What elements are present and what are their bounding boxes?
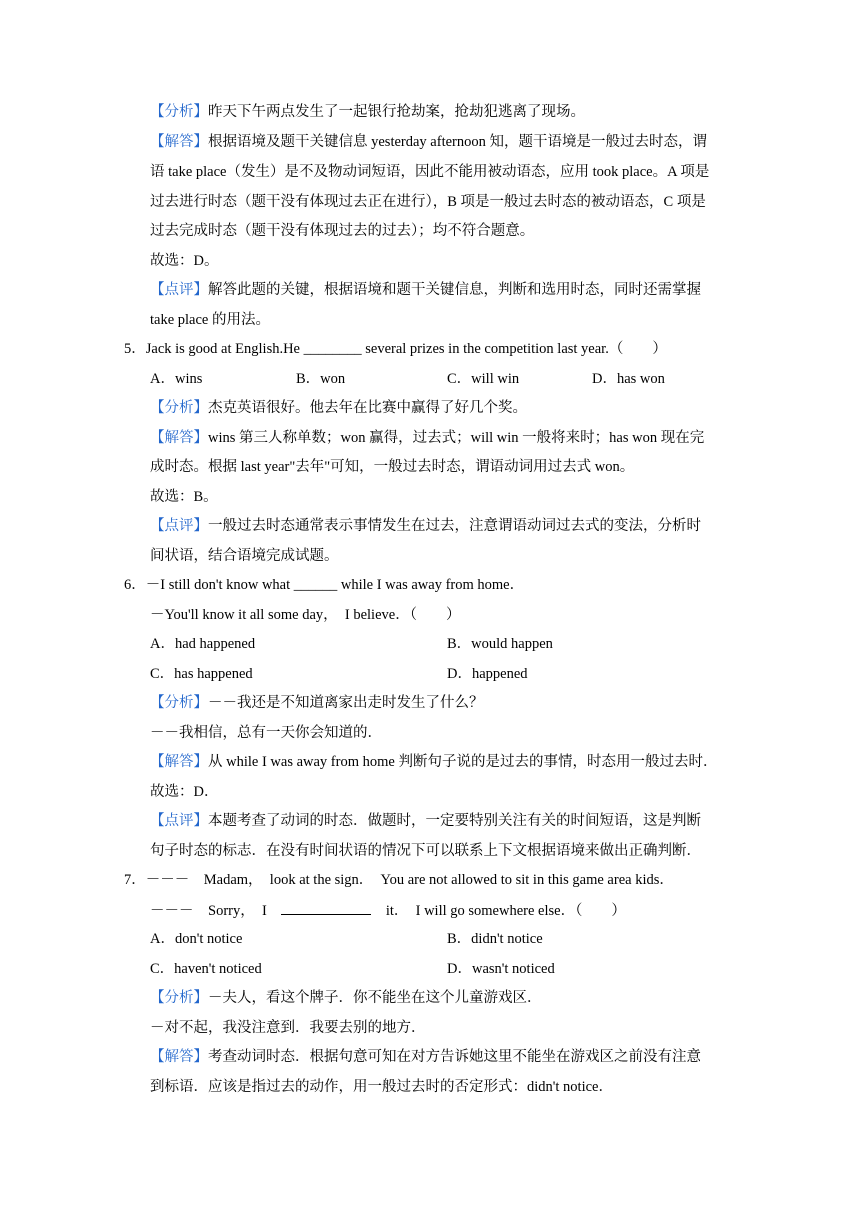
comment-line: 【点评】本题考查了动词的时态．做题时，一定要特别关注有关的时间短语，这是判断 [150,813,701,829]
option-d: D．has won [592,371,665,387]
option-c: C．haven't noticed [150,961,262,977]
answer-line: 【解答】从 while I was away from home 判断句子说的是过去的事情，时态用一般过去时． [150,754,718,770]
answer-line: 【解答】根据语境及题干关键信息 yesterday afternoon 知，题干语境是一般过去时态，谓 [150,134,707,150]
analysis-line: 【分析】－夫人，看这个牌子．你不能坐在这个儿童游戏区． [150,990,542,1006]
option-c: C．will win [447,371,520,387]
answer-tag: 【解答】 [150,134,208,150]
choice-result: 故选：D． [150,784,219,800]
comment-tag: 【点评】 [150,518,208,534]
option-b: B．would happen [447,636,553,652]
comment-text: 间状语，结合语境完成试题。 [150,548,339,564]
analysis-tag: 【分析】 [150,104,208,120]
answer-line: 【解答】考查动词时态．根据句意可知在对方告诉她这里不能坐在游戏区之前没有注意 [150,1049,701,1065]
option-d: D．happened [447,666,528,682]
option-d: D．wasn't noticed [447,961,555,977]
answer-text: 到标语．应该是指过去的动作，用一般过去时的否定形式：didn't notice． [150,1079,613,1095]
analysis-line: 【分析】杰克英语很好。他去年在比赛中赢得了好几个奖。 [150,400,527,416]
answer-text: 过去完成时态（题干没有体现过去的过去）；均不符合题意。 [150,223,535,239]
analysis-tag: 【分析】 [150,400,208,416]
question-5: 5．Jack is good at English.He ________ several prizes in the competition last year.（ ） [124,341,667,357]
comment-line: 【点评】一般过去时态通常表示事情发生在过去，注意谓语动词过去式的变法，分析时 [150,518,701,534]
answer-line: 【解答】wins 第三人称单数；won 赢得，过去式；will win 一般将来时；has won 现在完 [150,430,705,446]
choice-result: 故选：D。 [150,253,219,269]
question-7: 7．－－－ Madam， look at the sign． You are not allowed to sit in this game area kids． [124,872,674,888]
comment-text: 句子时态的标志．在没有时间状语的情况下可以联系上下文根据语境来做出正确判断． [150,843,701,859]
analysis-tag: 【分析】 [150,990,208,1006]
option-b: B．won [296,371,346,387]
question-6-reply: －You'll know it all some day， I believe．（ ） [150,607,461,623]
analysis-line: 【分析】－－我还是不知道离家出走时发生了什么？ [150,695,484,711]
comment-text: take place 的用法。 [150,312,270,328]
answer-text: 语 take place（发生）是不及物动词短语，因此不能用被动语态，应用 took place。A 项是 [150,164,710,180]
answer-text: 成时态。根据 last year"去年"可知，一般过去时态，谓语动词用过去式 won。 [150,459,635,475]
option-b: B．didn't notice [447,931,543,947]
analysis-line: 【分析】昨天下午两点发生了一起银行抢劫案，抢劫犯逃离了现场。 [150,104,585,120]
analysis-text: －对不起，我没注意到．我要去别的地方． [150,1020,426,1036]
analysis-text: －－我相信，总有一天你会知道的． [150,725,382,741]
comment-line: 【点评】解答此题的关键，根据语境和题干关键信息，判断和选用时态，同时还需掌握 [150,282,701,298]
question-7-reply: －－－ Sorry， I it． I will go somewhere else．（ ） [150,900,750,921]
answer-text: 过去进行时态（题干没有体现过去正在进行），B 项是一般过去时态的被动语态，C 项是 [150,194,706,210]
answer-tag: 【解答】 [150,754,208,770]
option-a: A．don't notice [150,931,243,947]
option-a: A．had happened [150,636,256,652]
question-6: 6．－I still don't know what ______ while I was away from home． [124,577,525,593]
option-a: A．wins [150,371,203,387]
comment-tag: 【点评】 [150,282,208,298]
analysis-tag: 【分析】 [150,695,208,711]
comment-tag: 【点评】 [150,813,208,829]
choice-result: 故选：B。 [150,489,218,505]
answer-blank [281,900,371,915]
answer-tag: 【解答】 [150,1049,208,1065]
option-c: C．has happened [150,666,253,682]
answer-tag: 【解答】 [150,430,208,446]
